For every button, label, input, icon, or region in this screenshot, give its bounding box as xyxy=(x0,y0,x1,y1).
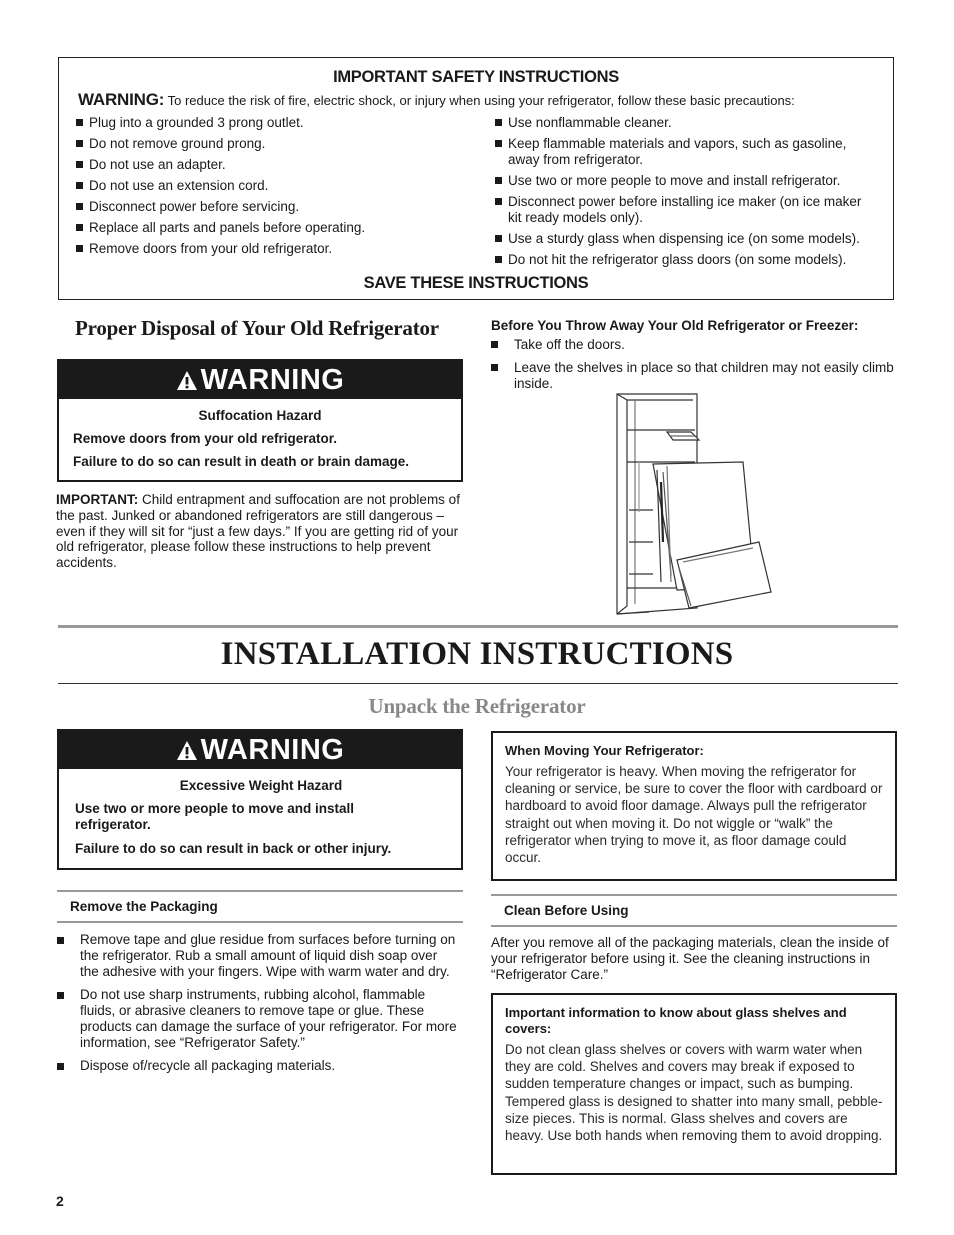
remove-packaging-heading: Remove the Packaging xyxy=(57,890,463,923)
warning-line: Use two or more people to move and install refrigerator. xyxy=(75,801,355,832)
safety-instructions-box xyxy=(58,57,894,300)
list-item: Do not use an adapter. xyxy=(76,157,466,173)
warning-header-text: WARNING xyxy=(200,364,345,396)
warning-line: Remove doors from your old refrigerator. xyxy=(73,431,338,446)
list-item: Replace all parts and panels before operating. xyxy=(76,220,466,236)
refrigerator-doors-removed-illustration xyxy=(605,392,775,625)
safety-warning-line xyxy=(78,90,795,110)
list-item: Do not use an extension cord. xyxy=(76,178,466,194)
disposal-heading: Proper Disposal of Your Old Refrigerator xyxy=(75,316,439,340)
list-item: Use nonflammable cleaner. xyxy=(495,115,875,131)
safety-list-right xyxy=(495,115,875,273)
hazard-title: Excessive Weight Hazard xyxy=(179,778,343,793)
list-item: Do not remove ground prong. xyxy=(76,136,466,152)
warning-line: Failure to do so can result in back or other injury. xyxy=(75,841,392,856)
suffocation-warning-panel xyxy=(57,359,463,482)
moving-text: Your refrigerator is heavy. When moving the refrigerator for cleaning or service, be sure to cover the floor with cardboard or hardboard to avoid floor damage. Always pull the refrigerator straight out when moving it. Do not wiggle or “walk” the refrigerator when trying to move it, as floor damage could occur. xyxy=(505,764,883,866)
list-item: Disconnect power before servicing. xyxy=(76,199,466,215)
unpack-subtitle: Unpack the Refrigerator xyxy=(368,694,586,718)
important-label: IMPORTANT: xyxy=(56,492,139,507)
glass-shelves-box xyxy=(491,993,897,1175)
list-item: Remove doors from your old refrigerator. xyxy=(76,241,466,257)
warning-triangle-icon xyxy=(176,734,198,772)
warning-triangle-icon xyxy=(176,364,198,402)
warning-header-text: WARNING xyxy=(200,734,345,766)
list-item: Use two or more people to move and install refrigerator. xyxy=(495,173,875,189)
list-item: Leave the shelves in place so that children may not easily climb inside. xyxy=(491,360,896,392)
installation-title: INSTALLATION INSTRUCTIONS xyxy=(220,636,734,672)
list-item: Dispose of/recycle all packaging materials. xyxy=(57,1058,457,1074)
list-item: Take off the doors. xyxy=(491,337,896,353)
list-item: Disconnect power before installing ice maker (on ice maker kit ready models only). xyxy=(495,194,875,226)
warning-line: Failure to do so can result in death or brain damage. xyxy=(73,454,410,469)
weight-warning-panel xyxy=(57,729,463,870)
hazard-title: Suffocation Hazard xyxy=(198,408,322,423)
list-item: Remove tape and glue residue from surfaces before turning on the refrigerator. Rub a small amount of liquid dish soap over the adhesive with your fingers. Wipe with warm water and dry. xyxy=(57,932,457,980)
warning-header xyxy=(59,361,461,399)
page-number: 2 xyxy=(56,1193,64,1209)
important-paragraph xyxy=(56,492,464,571)
warning-body xyxy=(59,778,461,856)
remove-packaging-list xyxy=(57,932,457,1081)
warning-label: WARNING: xyxy=(78,90,165,109)
glass-title: Important information to know about glass shelves and covers: xyxy=(505,1005,847,1036)
warning-text: To reduce the risk of fire, electric shock, or injury when using your refrigerator, follow these basic precautions: xyxy=(164,93,795,108)
list-item: Keep flammable materials and vapors, such as gasoline, away from refrigerator. xyxy=(495,136,875,168)
list-item: Do not use sharp instruments, rubbing alcohol, flammable fluids, or abrasive cleaners to remove tape or glue. These products can damage the surface of your refrigerator. For more information, see “Refrigerator Safety.” xyxy=(57,987,457,1051)
moving-refrigerator-box xyxy=(491,731,897,881)
safety-title: IMPORTANT SAFETY INSTRUCTIONS xyxy=(333,68,619,86)
warning-body xyxy=(59,408,461,469)
clean-paragraph: After you remove all of the packaging materials, clean the inside of your refrigerator before using it. See the cleaning instructions in “Refrigerator Care.” xyxy=(491,935,889,982)
list-item: Do not hit the refrigerator glass doors (on some models). xyxy=(495,252,875,268)
safety-list-left xyxy=(76,115,466,262)
warning-header xyxy=(59,731,461,769)
before-throw-away-heading: Before You Throw Away Your Old Refrigerator or Freezer: xyxy=(491,318,859,333)
list-item: Use a sturdy glass when dispensing ice (on some models). xyxy=(495,231,875,247)
important-text: Child entrapment and suffocation are not problems of the past. Junked or abandoned refrigerators are still dangerous – even if they will sit for “just a few days.” If you are getting rid of your old refrigerator, please follow these instructions to help prevent accidents. xyxy=(56,492,460,571)
section-rule xyxy=(58,683,898,684)
moving-title: When Moving Your Refrigerator: xyxy=(505,743,704,758)
before-throw-away-list xyxy=(491,337,896,399)
list-item: Plug into a grounded 3 prong outlet. xyxy=(76,115,466,131)
section-rule xyxy=(58,625,898,628)
glass-text: Do not clean glass shelves or covers with warm water when they are cold. Shelves and covers may break if exposed to sudden temperature changes or impact, such as bumping. Tempered glass is designed to shatter into many small, pebble-size pieces. This is normal. Glass shelves and covers are heavy. Use both hands when removing them to avoid dropping. xyxy=(505,1042,883,1144)
clean-before-using-heading: Clean Before Using xyxy=(491,894,897,927)
save-instructions: SAVE THESE INSTRUCTIONS xyxy=(363,274,589,292)
